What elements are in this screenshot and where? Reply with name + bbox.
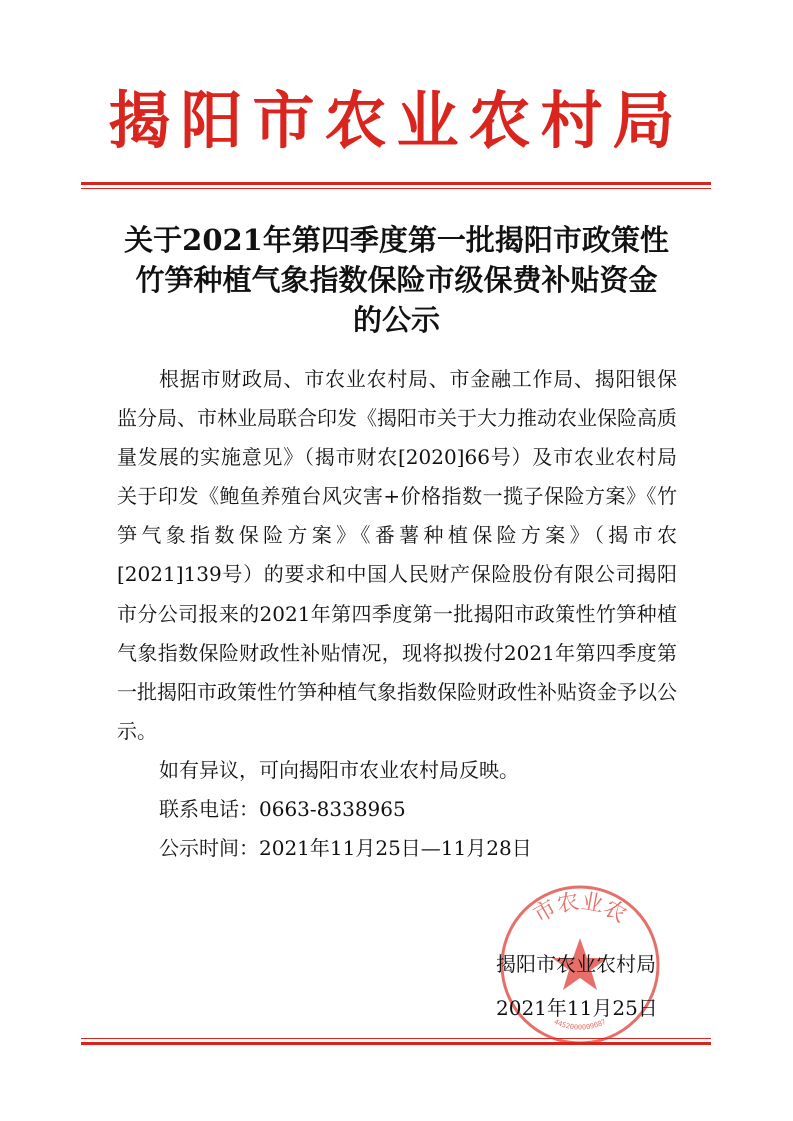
- title-line-1: 关于2021年第四季度第一批揭阳市政策性: [124, 223, 669, 257]
- title-line-2: 竹笋种植气象指数保险市级保费补贴资金: [135, 263, 658, 297]
- notice-body: [117, 360, 677, 868]
- title-line-3: 的公示: [352, 303, 440, 337]
- body-paragraph-objection: 如有异议，可向揭阳市农业农村局反映。: [159, 757, 519, 782]
- signer-date: 2021年11月25日: [496, 996, 658, 1020]
- footer-rule-thick: [81, 1042, 711, 1045]
- seal-ring-text: 市农业农: [529, 889, 631, 929]
- signer-org: 揭阳市农业农村局: [496, 952, 656, 976]
- footer-rule-thin: [81, 1038, 711, 1039]
- header-rule-thick: [81, 182, 711, 185]
- signature-block: [496, 942, 658, 1030]
- document-title: [80, 220, 713, 340]
- body-paragraph-phone: 联系电话：0663-8338965: [159, 797, 406, 822]
- header-rule-thin: [81, 188, 711, 189]
- body-paragraph-period: 公示时间：2021年11月25日—11月28日: [159, 836, 532, 861]
- seal-serial-text: 4452000009087: [552, 1017, 608, 1032]
- body-paragraph-main: 根据市财政局、市农业农村局、市金融工作局、揭阳银保监分局、市林业局联合印发《揭阳市关于大力推动农业保险高质量发展的实施意见》（揭市财农[2020]66号）及市农业农村局关于印发《鲍鱼养殖台风灾害+价格指数一揽子保险方案》《竹笋气象指数保险方案》《番薯种植保险方案》（揭市农[2021]139号）的要求和中国人民财产保险股份有限公司揭阳市分公司报来的2021年第四季度第一批揭阳市政策性竹笋种植气象指数保险财政性补贴情况，现将拟拨付2021年第四季度第一批揭阳市政策性竹笋种植气象指数保险财政性补贴资金予以公示。: [117, 367, 677, 743]
- masthead-title: 揭阳市农业农村局: [108, 84, 685, 157]
